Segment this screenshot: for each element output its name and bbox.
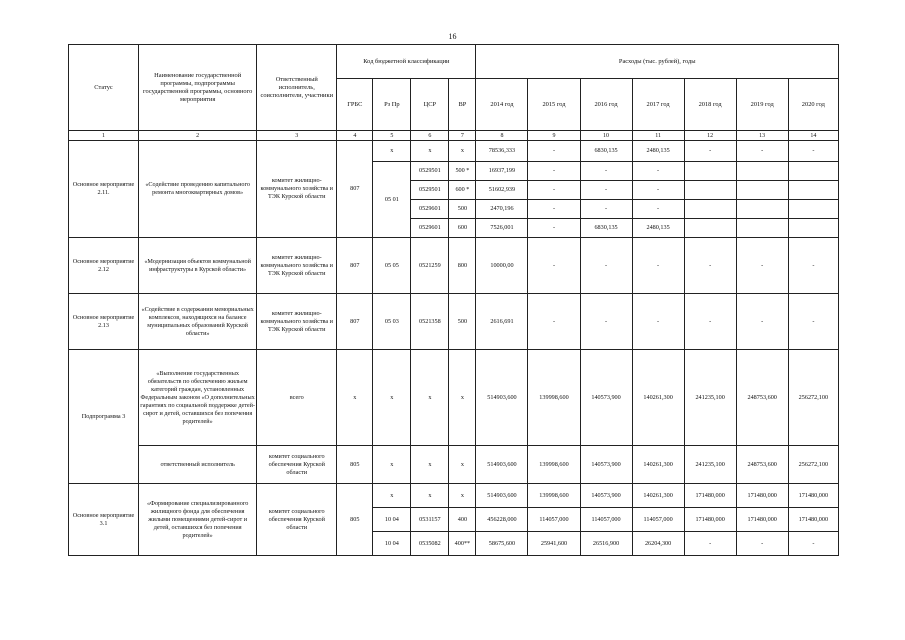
value-cell: 51602,939: [476, 181, 528, 200]
value-cell: 26204,300: [632, 532, 684, 556]
csr-cell: 0529601: [411, 200, 449, 219]
value-cell: 58675,600: [476, 532, 528, 556]
column-number: 14: [788, 131, 838, 141]
value-cell: 6830,135: [580, 219, 632, 238]
value-cell: [684, 181, 736, 200]
vr-cell: x: [449, 484, 476, 508]
value-cell: 78536,333: [476, 141, 528, 162]
value-cell: 139998,600: [528, 484, 580, 508]
value-cell: -: [684, 141, 736, 162]
value-cell: [736, 200, 788, 219]
vr-cell: 500 *: [449, 162, 476, 181]
value-cell: 171480,000: [788, 508, 838, 532]
table-row: [69, 350, 839, 446]
column-number: 11: [632, 131, 684, 141]
name-cell: «Формирование специализированного жилищного фонда для обеспечения жилыми помещениями детей-сирот и детей, оставшихся без попечения родителей»: [139, 484, 257, 556]
rzpr-cell: x: [373, 350, 411, 446]
rzpr-cell: 05 01: [373, 162, 411, 238]
value-cell: 140261,300: [632, 446, 684, 484]
value-cell: 241235,100: [684, 446, 736, 484]
vr-cell: 400: [449, 508, 476, 532]
header-year: 2017 год: [632, 79, 684, 131]
value-cell: -: [684, 238, 736, 294]
csr-cell: x: [411, 141, 449, 162]
column-number: 9: [528, 131, 580, 141]
rzpr-cell: 05 03: [373, 294, 411, 350]
grbs-cell: 807: [337, 238, 373, 294]
name-cell: «Содействие в содержании мемориальных комплексов, находящихся на балансе муниципальных образований Курской области»: [139, 294, 257, 350]
header-year: 2014 год: [476, 79, 528, 131]
value-cell: [788, 219, 838, 238]
csr-cell: 0521358: [411, 294, 449, 350]
grbs-cell: x: [337, 350, 373, 446]
table-row: [69, 446, 839, 484]
vr-cell: x: [449, 141, 476, 162]
value-cell: 6830,135: [580, 141, 632, 162]
value-cell: 140573,900: [580, 484, 632, 508]
value-cell: -: [580, 294, 632, 350]
value-cell: 2470,196: [476, 200, 528, 219]
column-number: 7: [449, 131, 476, 141]
value-cell: -: [528, 162, 580, 181]
header-rzpr: Рз Пр: [373, 79, 411, 131]
grbs-cell: 805: [337, 446, 373, 484]
header-year: 2019 год: [736, 79, 788, 131]
table-row: [69, 484, 839, 508]
value-cell: -: [632, 294, 684, 350]
csr-cell: 0529501: [411, 162, 449, 181]
value-cell: -: [528, 181, 580, 200]
value-cell: 171480,000: [736, 508, 788, 532]
header-year: 2018 год: [684, 79, 736, 131]
table-row: [69, 141, 839, 162]
value-cell: 140573,900: [580, 446, 632, 484]
value-cell: 2480,135: [632, 141, 684, 162]
status-cell: Основное мероприятие 3.1: [69, 484, 139, 556]
value-cell: -: [788, 238, 838, 294]
status-cell: Основное мероприятие 2.11.: [69, 141, 139, 238]
rzpr-cell: 10 04: [373, 508, 411, 532]
value-cell: 139998,600: [528, 350, 580, 446]
value-cell: -: [632, 238, 684, 294]
header-executor: Ответственный исполнитель, соисполнители, участники: [257, 45, 337, 131]
rzpr-cell: x: [373, 484, 411, 508]
rzpr-cell: 10 04: [373, 532, 411, 556]
value-cell: 26516,900: [580, 532, 632, 556]
value-cell: [788, 181, 838, 200]
value-cell: -: [528, 238, 580, 294]
value-cell: 16937,199: [476, 162, 528, 181]
value-cell: -: [788, 294, 838, 350]
column-number: 2: [139, 131, 257, 141]
value-cell: -: [528, 219, 580, 238]
value-cell: [736, 162, 788, 181]
column-number: 4: [337, 131, 373, 141]
page-number: 16: [448, 32, 457, 41]
value-cell: 139998,600: [528, 446, 580, 484]
csr-cell: x: [411, 350, 449, 446]
vr-cell: 500: [449, 294, 476, 350]
value-cell: 248753,600: [736, 446, 788, 484]
status-cell: Основное мероприятие 2.12: [69, 238, 139, 294]
csr-cell: 0529601: [411, 219, 449, 238]
value-cell: -: [736, 238, 788, 294]
vr-cell: x: [449, 350, 476, 446]
header-grbs: ГРБС: [337, 79, 373, 131]
value-cell: -: [632, 162, 684, 181]
grbs-cell: 805: [337, 484, 373, 556]
grbs-cell: 807: [337, 141, 373, 238]
value-cell: [684, 219, 736, 238]
header-expenses: Расходы (тыс. рублей), годы: [476, 45, 839, 79]
value-cell: 514903,600: [476, 484, 528, 508]
value-cell: [736, 219, 788, 238]
column-number: 12: [684, 131, 736, 141]
column-number: 3: [257, 131, 337, 141]
name-cell: «Модернизация объектов коммунальной инфраструктуры в Курской области»: [139, 238, 257, 294]
value-cell: 140573,900: [580, 350, 632, 446]
status-cell: Подпрограмма 3: [69, 350, 139, 484]
vr-cell: 400**: [449, 532, 476, 556]
value-cell: 248753,600: [736, 350, 788, 446]
value-cell: 2616,691: [476, 294, 528, 350]
executor-cell: комитет социального обеспечения Курской области: [257, 484, 337, 556]
value-cell: 140261,300: [632, 350, 684, 446]
value-cell: 171480,000: [788, 484, 838, 508]
value-cell: [788, 200, 838, 219]
column-number: 10: [580, 131, 632, 141]
value-cell: -: [632, 181, 684, 200]
value-cell: 171480,000: [684, 508, 736, 532]
value-cell: -: [736, 532, 788, 556]
header-csr: ЦСР: [411, 79, 449, 131]
value-cell: -: [580, 162, 632, 181]
rzpr-cell: x: [373, 446, 411, 484]
vr-cell: 500: [449, 200, 476, 219]
executor-cell: комитет жилищно-коммунального хозяйства и ТЭК Курской области: [257, 294, 337, 350]
header-year: 2020 год: [788, 79, 838, 131]
value-cell: [684, 200, 736, 219]
rzpr-cell: 05 05: [373, 238, 411, 294]
header-budget-code: Код бюджетной классификации: [337, 45, 476, 79]
executor-cell: комитет жилищно-коммунального хозяйства и ТЭК Курской области: [257, 141, 337, 238]
value-cell: 114057,000: [580, 508, 632, 532]
status-cell: Основное мероприятие 2.13: [69, 294, 139, 350]
value-cell: 171480,000: [684, 484, 736, 508]
header-status: Статус: [69, 45, 139, 131]
value-cell: [788, 162, 838, 181]
csr-cell: x: [411, 446, 449, 484]
csr-cell: 0529501: [411, 181, 449, 200]
value-cell: 256272,100: [788, 446, 838, 484]
vr-cell: 600 *: [449, 181, 476, 200]
vr-cell: 600: [449, 219, 476, 238]
table-row: [69, 294, 839, 350]
header-year: 2015 год: [528, 79, 580, 131]
name-cell: «Содействие проведению капитального ремонта многоквартирных домов»: [139, 141, 257, 238]
csr-cell: 0521259: [411, 238, 449, 294]
header-vr: ВР: [449, 79, 476, 131]
value-cell: 256272,100: [788, 350, 838, 446]
column-number: 5: [373, 131, 411, 141]
value-cell: -: [788, 532, 838, 556]
header-name: Наименование государственной программы, подпрограммы государственной программы, основного мероприятия: [139, 45, 257, 131]
value-cell: 514903,600: [476, 350, 528, 446]
value-cell: -: [580, 238, 632, 294]
value-cell: [684, 162, 736, 181]
header-year: 2016 год: [580, 79, 632, 131]
value-cell: 241235,100: [684, 350, 736, 446]
value-cell: 114057,000: [528, 508, 580, 532]
value-cell: 2480,135: [632, 219, 684, 238]
value-cell: [736, 181, 788, 200]
value-cell: -: [736, 141, 788, 162]
value-cell: -: [632, 200, 684, 219]
value-cell: 171480,000: [736, 484, 788, 508]
value-cell: 114057,000: [632, 508, 684, 532]
table-row: [69, 238, 839, 294]
vr-cell: 800: [449, 238, 476, 294]
executor-cell: комитет социального обеспечения Курской области: [257, 446, 337, 484]
value-cell: -: [788, 141, 838, 162]
value-cell: 10000,00: [476, 238, 528, 294]
value-cell: 7526,001: [476, 219, 528, 238]
value-cell: -: [684, 294, 736, 350]
column-number: 1: [69, 131, 139, 141]
value-cell: -: [528, 200, 580, 219]
value-cell: 25941,600: [528, 532, 580, 556]
value-cell: 456228,000: [476, 508, 528, 532]
grbs-cell: 807: [337, 294, 373, 350]
rzpr-cell: x: [373, 141, 411, 162]
executor-cell: всего: [257, 350, 337, 446]
value-cell: -: [528, 294, 580, 350]
value-cell: 140261,300: [632, 484, 684, 508]
csr-cell: x: [411, 484, 449, 508]
value-cell: -: [580, 181, 632, 200]
column-number: 6: [411, 131, 449, 141]
vr-cell: x: [449, 446, 476, 484]
value-cell: -: [528, 141, 580, 162]
column-number: 8: [476, 131, 528, 141]
name-cell: «Выполнение государственных обязательств по обеспечению жильем категорий граждан, установленных Федеральным законом «О дополнительных гарантиях по социальной поддержке детей-сирот и детей, оставшихся без попечения родителей»: [139, 350, 257, 446]
column-number: 13: [736, 131, 788, 141]
name-cell: ответственный исполнитель: [139, 446, 257, 484]
value-cell: -: [736, 294, 788, 350]
csr-cell: 0535082: [411, 532, 449, 556]
value-cell: 514903,600: [476, 446, 528, 484]
budget-table: [68, 44, 839, 556]
csr-cell: 0531157: [411, 508, 449, 532]
value-cell: -: [580, 200, 632, 219]
executor-cell: комитет жилищно-коммунального хозяйства и ТЭК Курской области: [257, 238, 337, 294]
value-cell: -: [684, 532, 736, 556]
